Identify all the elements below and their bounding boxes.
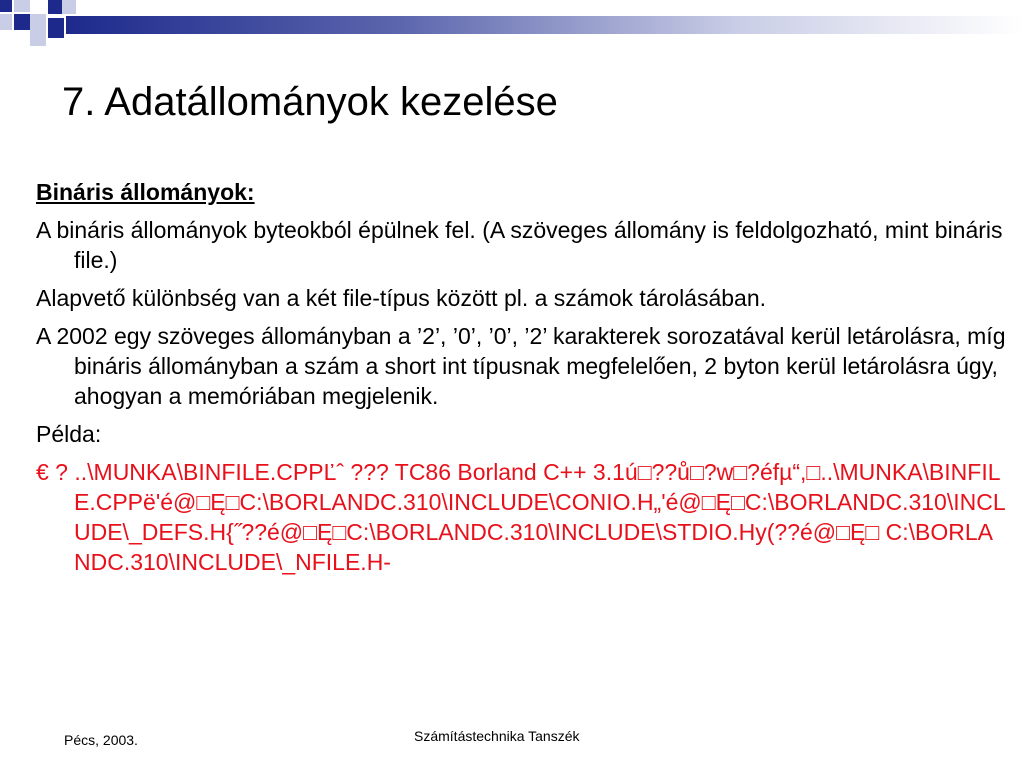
binary-file-example: € ? ..\MUNKA\BINFILE.CPPĽˆ ??? TC86 Borland C++ 3.1ú□??ů□?w□?éfµ“,□..\MUNKA\BINFILE.CPPë'é@□Ę□C:\BORLANDC.310\INCLUDE\CONIO.H„'é@□Ę□C:\BORLANDC.310\INCLUDE\_DEFS.H{˝??é@□Ę□C:\BORLANDC.310\INCLUDE\STDIO.Hy(??é@□Ę□ C:\BORLANDC.310\INCLUDE\_NFILE.H- <box>36 459 1006 575</box>
decorative-square <box>14 14 30 30</box>
slide-body <box>36 177 1008 585</box>
decorative-square <box>30 0 46 14</box>
decorative-square <box>48 18 64 38</box>
section-heading: Bináris állományok: <box>36 179 255 205</box>
decorative-square <box>62 0 76 14</box>
decorative-square <box>0 0 12 12</box>
slide-title: 7. Adatállományok kezelése <box>62 80 558 124</box>
body-paragraph: Példa: <box>36 421 102 447</box>
body-paragraph: A 2002 egy szöveges állományban a ’2’, ’0’, ’0’, ’2’ karakterek sorozatával kerül letárolásra, míg bináris állományban a szám a short int típusnak megfelelően, 2 byton kerül letárolásra úgy, ahogyan a memóriában megjelenik. <box>36 323 1006 409</box>
decorative-square <box>0 14 12 30</box>
decorative-square <box>48 0 62 14</box>
body-paragraph: A bináris állományok byteokból épülnek fel. (A szöveges állomány is feldolgozható, mint bináris file.) <box>36 217 1003 273</box>
footer-department: Számítástechnika Tanszék <box>414 728 580 744</box>
header-gradient-bar <box>66 16 1024 34</box>
decorative-square <box>14 0 30 12</box>
body-paragraph: Alapvető különbség van a két file-típus között pl. a számok tárolásában. <box>36 285 767 311</box>
footer-date: Pécs, 2003. <box>64 732 138 748</box>
decorative-square <box>30 30 46 46</box>
decorative-square <box>30 14 46 30</box>
